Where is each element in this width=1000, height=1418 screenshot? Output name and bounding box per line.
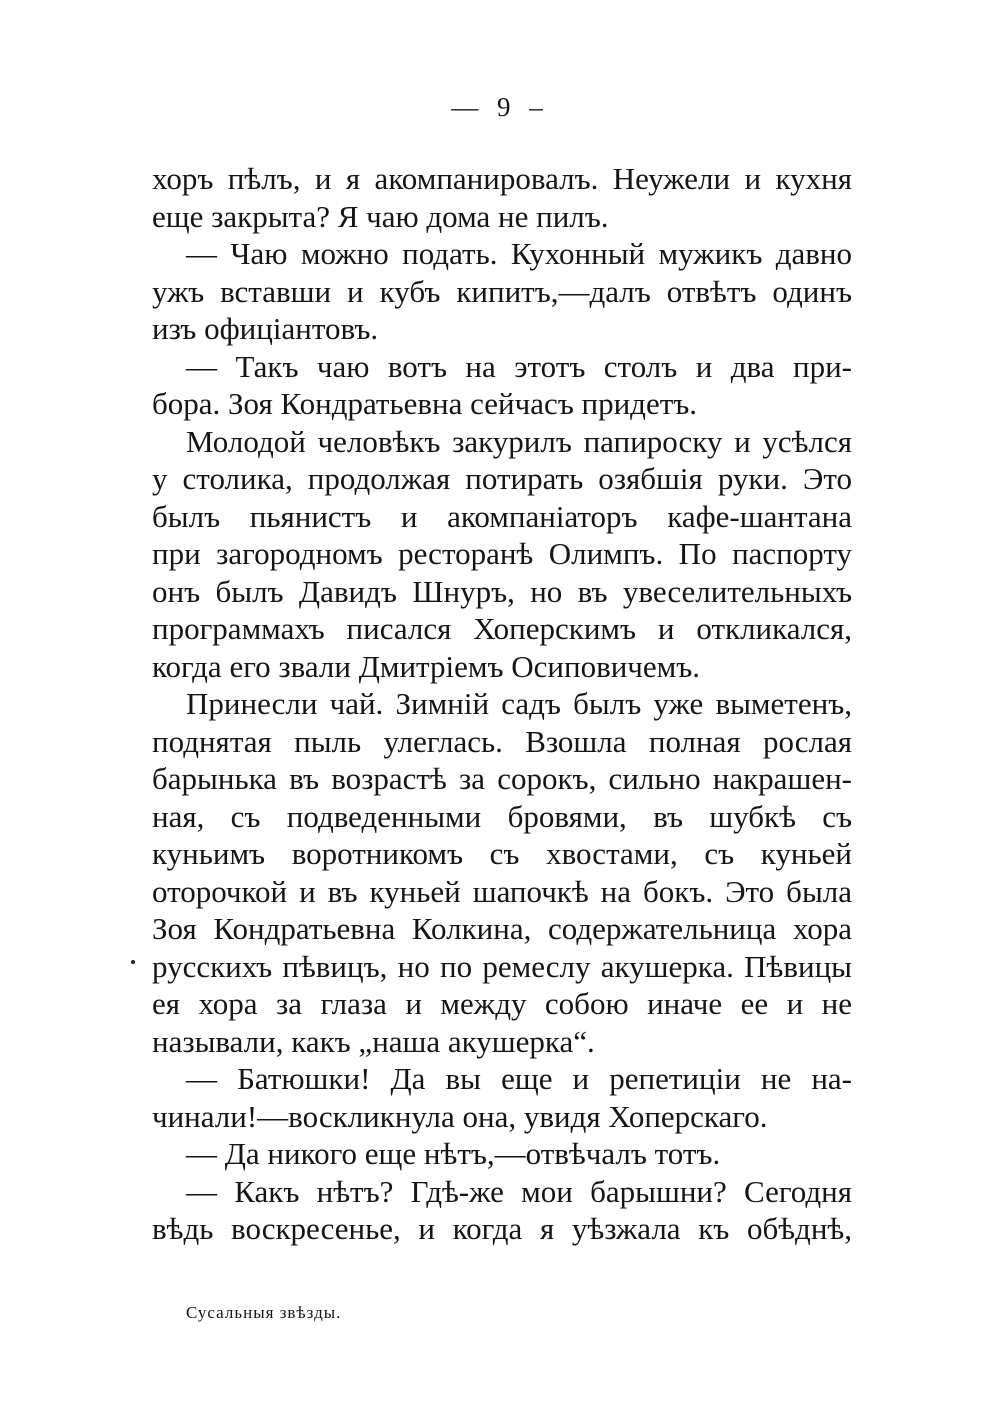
paragraph [152, 348, 852, 423]
text-line: ея хора за глаза и между собою иначе ее и не [152, 986, 852, 1021]
text-line: барынька въ возрастѣ за сорокъ, сильно накрашен- [152, 761, 852, 796]
text-line: чинали!—воскликнула она, увидя Хоперскаго. [152, 1098, 768, 1134]
text-line: при загородномъ ресторанѣ Олимпъ. По паспорту [152, 536, 852, 571]
paragraph [152, 235, 852, 348]
page-number: — 9 – [451, 92, 549, 122]
paragraph [152, 685, 852, 1060]
text-line: оторочкой и въ куньей шапочкѣ на бокъ. Это была [152, 873, 852, 909]
text-line: — Чаю можно подать. Кухонный мужикъ давно [186, 236, 852, 271]
text-line: ная, съ подведенными бровями, въ шубкѣ съ [152, 798, 852, 834]
paragraph [152, 423, 852, 686]
text-line: ужъ вставши и кубъ кипитъ,—далъ отвѣтъ одинъ [152, 273, 852, 309]
paragraph [152, 1135, 852, 1173]
ink-speck [131, 960, 135, 964]
text-line: еще закрыта? Я чаю дома не пилъ. [152, 198, 609, 234]
text-line: изъ офиціантовъ. [152, 311, 379, 346]
text-line: куньимъ воротникомъ съ хвостами, съ куньей [152, 836, 852, 871]
paragraph [152, 160, 852, 235]
text-line: русскихъ пѣвицъ, но по ремеслу акушерка. Пѣвицы [152, 948, 852, 984]
text-line: у столика, продолжая потирать озябшія руки. Это [152, 461, 852, 496]
text-line: Принесли чай. Зимній садъ былъ уже выметенъ, [186, 686, 852, 721]
body-text [152, 160, 852, 1248]
text-line: Зоя Кондратьевна Колкина, содержательница хора [152, 911, 852, 946]
text-line: — Какъ нѣтъ? Гдѣ-же мои барышни? Сегодня [186, 1173, 852, 1209]
text-line: бора. Зоя Кондратьевна сейчасъ придетъ. [152, 386, 698, 421]
text-line: хоръ пѣлъ, и я акомпанировалъ. Неужели и кухня [152, 161, 852, 196]
text-line: поднятая пыль улеглась. Взошла полная рослая [152, 723, 852, 759]
text-line: былъ пьянистъ и акомпаніаторъ кафе-шантана [152, 498, 852, 534]
text-line: называли, какъ „наша акушерка“. [152, 1023, 595, 1059]
text-line: — Такъ чаю вотъ на этотъ столъ и два при- [186, 348, 852, 384]
text-line: программахъ писался Хоперскимъ и откликался, [152, 611, 852, 646]
paragraph [152, 1060, 852, 1135]
paragraph [152, 1173, 852, 1248]
footer-signature: Сусальныя звѣзды. [186, 1303, 342, 1322]
text-line: Молодой человѣкъ закурилъ папироску и усѣлся [186, 423, 852, 459]
text-line: онъ былъ Давидъ Шнуръ, но въ увеселительныхъ [152, 573, 852, 609]
text-line: — Батюшки! Да вы еще и репетиціи не на- [186, 1061, 852, 1096]
text-line: вѣдь воскресенье, и когда я уѣзжала къ обѣднѣ, [152, 1211, 852, 1246]
text-line: когда его звали Дмитріемъ Осиповичемъ. [152, 648, 701, 684]
text-line: — Да никого еще нѣтъ,—отвѣчалъ тотъ. [186, 1136, 721, 1171]
